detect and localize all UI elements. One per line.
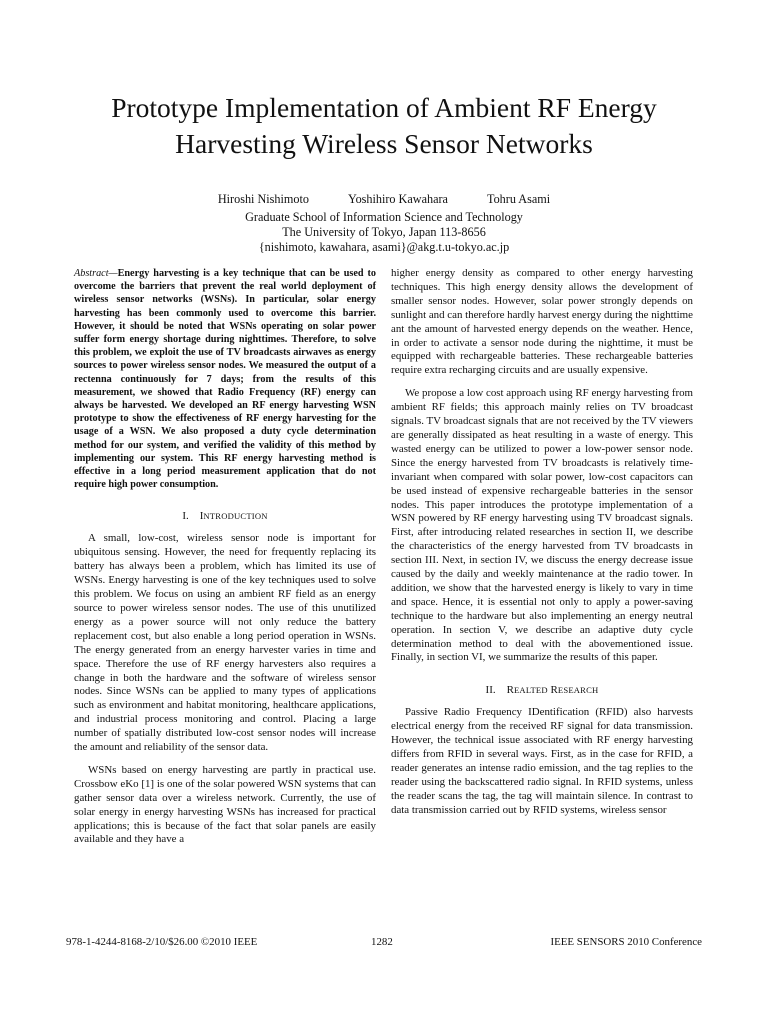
abstract-dash: — xyxy=(108,268,118,279)
footer-conference: IEEE SENSORS 2010 Conference xyxy=(550,936,702,948)
abstract-text: Energy harvesting is a key technique that can be used to overcome the barriers that prevent the real world deployment of wireless sensor networks (WSNs). In particular, solar energy harvesting has been commonly used to overcome this barrier. However, it should be noted that WSNs operating on solar power suffer form energy shortage during nighttimes. Therefore, to solve this problem, we exploit the use of TV broadcasts airwaves as energy sources to power wireless sensor nodes. We measured the output of a rectenna continuously for 7 days; from the results of this measurement, we showed that Radio Frequency (RF) energy can always be harvested. We developed an RF energy harvesting WSN prototype to show the effectiveness of RF energy harvesting for the usage of a WSN. We also proposed a duty cycle determination method for our system, and verified the validity of this method by implementing our system. This RF energy harvesting method is effective in a long period measurement application that do not require high power consumption. xyxy=(74,268,376,491)
page-footer xyxy=(66,936,702,952)
section-cap: R xyxy=(506,684,514,697)
paper-title: Prototype Implementation of Ambient RF Energy Harvesting Wireless Sensor Networks xyxy=(111,92,657,159)
section-heading-related-research xyxy=(391,683,693,697)
page-number: 1282 xyxy=(371,936,393,948)
right-column xyxy=(391,267,693,818)
author-email: {nishimoto, kawahara, asami}@akg.t.u-tokyo.ac.jp xyxy=(258,240,510,254)
body-paragraph: Passive Radio Frequency IDentification (RFID) also harvests electrical energy from the received RF signal for data transmission. However, the technical issue associated with RF energy harvesting differs from RFID in several ways. First, as in the case for RFID, a reader generates an intense radio emission, and the tag replies to the reader using the backscattered radio signal. In RFID systems, unless the reader scans the tag, the tag will maintain silence. In contrast to data transmission carried out by RFID systems, wireless sensor xyxy=(391,706,693,816)
section-cap: R xyxy=(550,684,558,697)
abstract xyxy=(74,267,376,491)
author-names xyxy=(60,192,708,207)
section-number: II. xyxy=(485,684,496,697)
section-number: I. xyxy=(182,510,189,523)
section-cap: I xyxy=(199,510,204,523)
author-university: The University of Tokyo, Japan 113-8656 xyxy=(282,225,486,239)
section-heading-introduction xyxy=(74,509,376,523)
author-name: Tohru Asami xyxy=(487,192,551,206)
body-paragraph: higher energy density as compared to other energy harvesting techniques. This high energy density allows the development of smaller sensor nodes. However, solar power strongly depends on sunlight and can therefore hardly harvest energy during the nighttime ant the amount of harvested energy depends on the weather. Hence, in order to activate a sensor node during the nighttime, it must be equipped with rechargeable batteries. These rechargeable batteries require extra recharging circuits and are usually expensive. xyxy=(391,267,693,377)
section-rest: NTRODUCTION xyxy=(203,511,268,522)
left-column xyxy=(74,267,376,847)
author-block xyxy=(60,192,708,255)
section-rest: EALTED xyxy=(513,685,548,696)
abstract-label: Abstract xyxy=(74,268,109,279)
author-affiliation: Graduate School of Information Science and Technology xyxy=(245,210,523,224)
body-paragraph: We propose a low cost approach using RF energy harvesting from ambient RF fields; this approach mainly relies on TV broadcast signals. TV broadcast signals that are not received by the TV viewers are generally dissipated as heat resulting in a waste of energy. This wasted energy can be utilized to power a low-power sensor node. Since the energy harvested from TV broadcasts is relatively time-invariant when compared with solar power, low-cost capacitors can be used instead of expensive rechargeable batteries in the sensor nodes. This paper introduces the prototype implementation of a WSN powered by RF energy harvesting using TV broadcast signals. First, after introducing related researches in section II, we describe the characteristics of the energy harvested from TV broadcasts in section III. Next, in section IV, we discuss the energy decrease issue caused by the daily and weekly maintenance at the radio tower. In addition, we show that the harvested energy is likely to vary in time and space. Hence, it is essential not only to apply a power-saving technique to the hardware but also implementing an energy neutral operation. In section V, we describe an adaptive duty cycle determination method to deal with the abovementioned issue. Finally, in section VI, we summarize the results of this paper. xyxy=(391,387,693,664)
author-name: Yoshihiro Kawahara xyxy=(347,192,448,206)
author-name: Hiroshi Nishimoto xyxy=(217,192,309,206)
body-paragraph: A small, low-cost, wireless sensor node is important for ubiquitous sensing. However, the need for frequently replacing its battery has always been a problem, which has limited its use of WSNs. Energy harvesting is one of the key techniques used to solve this problem. We focus on using an ambient RF field as an energy source to power wireless sensor nodes. The use of this unutilized energy as a power source will not only reduce the battery replacement cost, but also enable a long period operation in WSNs. The energy generated from an energy harvester varies in time and space. Therefore the use of RF energy harvesters also requires a change in both the hardware and the software of wireless sensor nodes. Since WSNs can be applied to many types of applications such as environment and habitat monitoring, healthcare applications, and industrial process monitoring and control. Placing a large number of spatially distributed low-cost sensor nodes will increase the amount and reliability of the sensor data. xyxy=(74,532,376,754)
section-rest: ESEARCH xyxy=(557,685,599,696)
footer-isbn: 978-1-4244-8168-2/10/$26.00 ©2010 IEEE xyxy=(66,936,258,948)
body-paragraph: WSNs based on energy harvesting are partly in practical use. Crossbow eKo [1] is one of the solar powered WSN systems that can gather sensor data over a wireless network. Currently, the use of solar energy in energy harvesting WSNs has increased for practical applications; this is because of the fact that solar panels are easily available and they have a xyxy=(74,763,376,846)
